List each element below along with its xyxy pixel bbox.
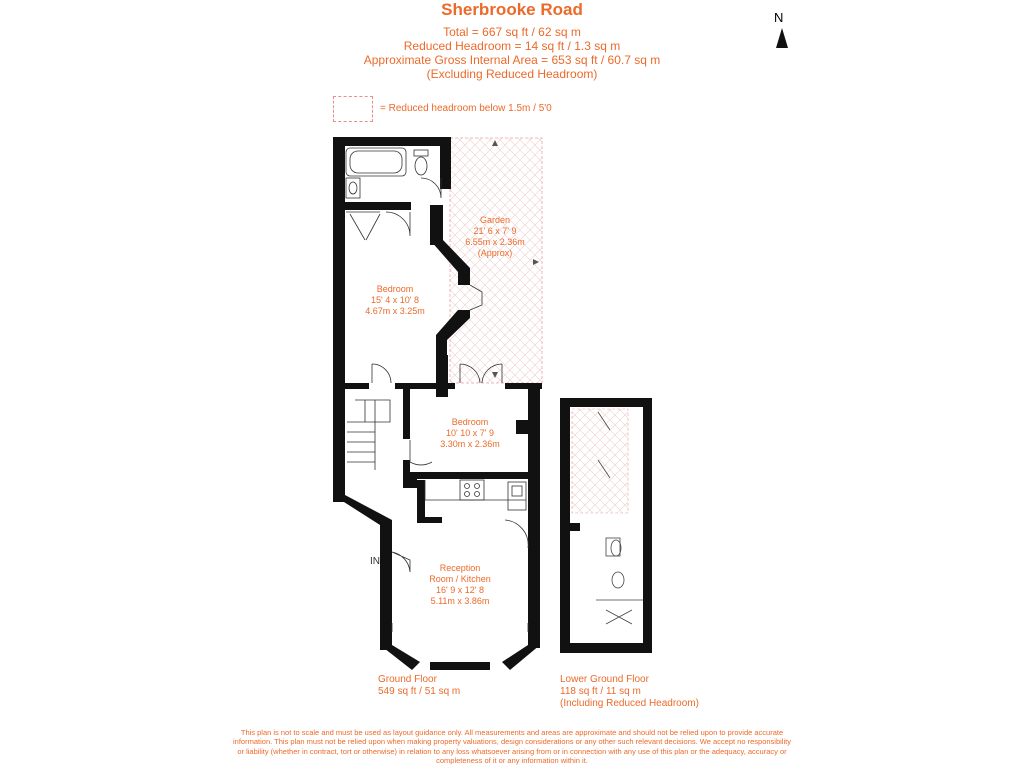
room-bedroom-2 [425,417,515,450]
room-note: (Approx) [477,248,513,258]
plan-title: Sherbrooke Road [441,0,583,19]
room-metric: 6.55m x 2.36m [465,237,525,247]
floor-name: Ground Floor [378,674,437,685]
floor-name: Lower Ground Floor [560,674,649,685]
room-imperial: 21' 6 x 7' 9 [473,226,517,236]
room-name: Bedroom [451,417,489,427]
room-name: Bedroom [376,284,414,294]
lower-ground-floor-label [560,674,699,710]
room-name: Reception [439,563,481,573]
room-name-2: Room / Kitchen [429,574,491,584]
room-imperial: 15' 4 x 10' 8 [371,295,419,305]
disclaimer-text: This plan is not to scale and must be used as layout guidance only. All measurements and areas are approximate and should not be relied upon to provide accurate information. This plan must not be relied upon when making property valuations, design considerations or any other such relevant decisions. We accept no responsibility or liability (whether in contract, tort or otherwise) in relation to any loss whatsoever arising from or in connection with any use of this plan or the adequacy, accuracy or completeness of it or any information within it. [233,728,791,766]
room-imperial: 10' 10 x 7' 9 [446,428,494,438]
room-metric: 4.67m x 3.25m [365,306,425,316]
ground-floor-label [378,674,460,698]
floor-area: 549 sq ft / 51 sq m [378,686,461,697]
room-imperial: 16' 9 x 12' 8 [436,585,484,595]
legend-swatch [333,96,373,122]
room-metric: 3.30m x 2.36m [440,439,500,449]
entrance-label: IN [370,556,380,567]
area-note: (Excluding Reduced Headroom) [426,67,598,81]
floor-note: (Including Reduced Headroom) [560,698,699,709]
area-reduced-headroom: Reduced Headroom = 14 sq ft / 1.3 sq m [403,39,621,53]
legend-text: = Reduced headroom below 1.5m / 5'0 [380,103,552,114]
room-bedroom-1 [350,284,440,317]
area-total: Total = 667 sq ft / 62 sq m [443,25,581,39]
north-label: N [774,10,784,25]
room-metric: 5.11m x 3.86m [430,596,490,606]
area-gross-internal: Approximate Gross Internal Area = 653 sq ft / 60.7 sq m [363,53,661,67]
room-garden [448,215,542,259]
garden-area [450,138,542,383]
room-name: Garden [479,215,511,225]
lower-ground-floor [560,398,652,653]
room-reception-kitchen [415,563,505,607]
floor-area: 118 sq ft / 11 sq m [560,686,641,697]
